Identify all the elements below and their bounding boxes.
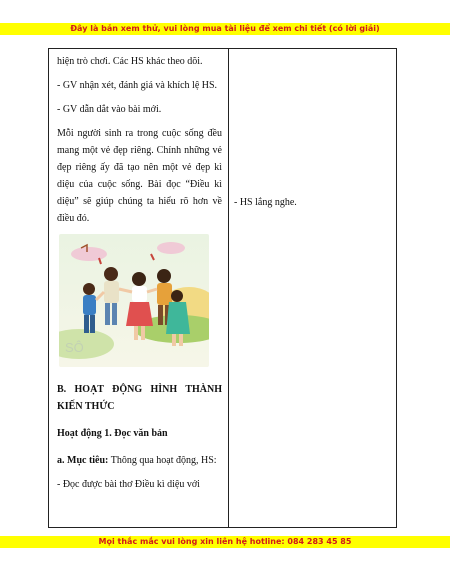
activity-heading: Hoạt động 1. Đọc văn bản bbox=[57, 428, 168, 439]
children-illustration bbox=[59, 234, 209, 367]
svg-text:SÔ: SÔ bbox=[65, 340, 84, 355]
top-banner-text: Đây là bản xem thử, vui lòng mua tài liệu để xem chi tiết (có lời giải) bbox=[70, 24, 380, 33]
children-illustration-image bbox=[59, 234, 209, 367]
paragraph-intro: - GV dẫn dắt vào bài mới. bbox=[57, 104, 162, 115]
paragraph-game: hiện trò chơi. Các HS khác theo dõi. bbox=[57, 56, 203, 67]
objective-text: Thông qua hoạt động, HS: bbox=[108, 455, 217, 466]
section-heading: B. HOẠT ĐỘNG HÌNH THÀNH KIẾN THỨC bbox=[57, 384, 222, 412]
paragraph-feedback: - GV nhận xét, đánh giá và khích lệ HS. bbox=[57, 80, 218, 91]
lesson-table bbox=[48, 48, 397, 528]
top-preview-banner bbox=[0, 23, 450, 35]
column-divider bbox=[228, 49, 229, 527]
teacher-activity-column bbox=[57, 53, 222, 500]
bottom-banner-text: Mọi thắc mắc vui lòng xin liên hệ hotline: 084 283 45 85 bbox=[98, 537, 352, 546]
bottom-hotline-banner bbox=[0, 536, 450, 548]
objective-label: a. Mục tiêu: bbox=[57, 455, 109, 466]
student-response: - HS lắng nghe. bbox=[234, 197, 297, 208]
paragraph-read-poem: - Đọc được bài thơ Điều kì diệu với bbox=[57, 479, 200, 490]
student-activity-column bbox=[234, 194, 384, 218]
paragraph-lead-in: Mỗi người sinh ra trong cuộc sống đều mang một vẻ đẹp riêng. Chính những vẻ đẹp riêng ấy đã tạo nên một vẻ đẹp kì diệu của cuộc sống. Bài đọc “Điều kì diệu” sẽ giúp chúng ta hiểu rõ hơn về điều đó. bbox=[57, 128, 222, 224]
objective-paragraph bbox=[57, 452, 222, 469]
